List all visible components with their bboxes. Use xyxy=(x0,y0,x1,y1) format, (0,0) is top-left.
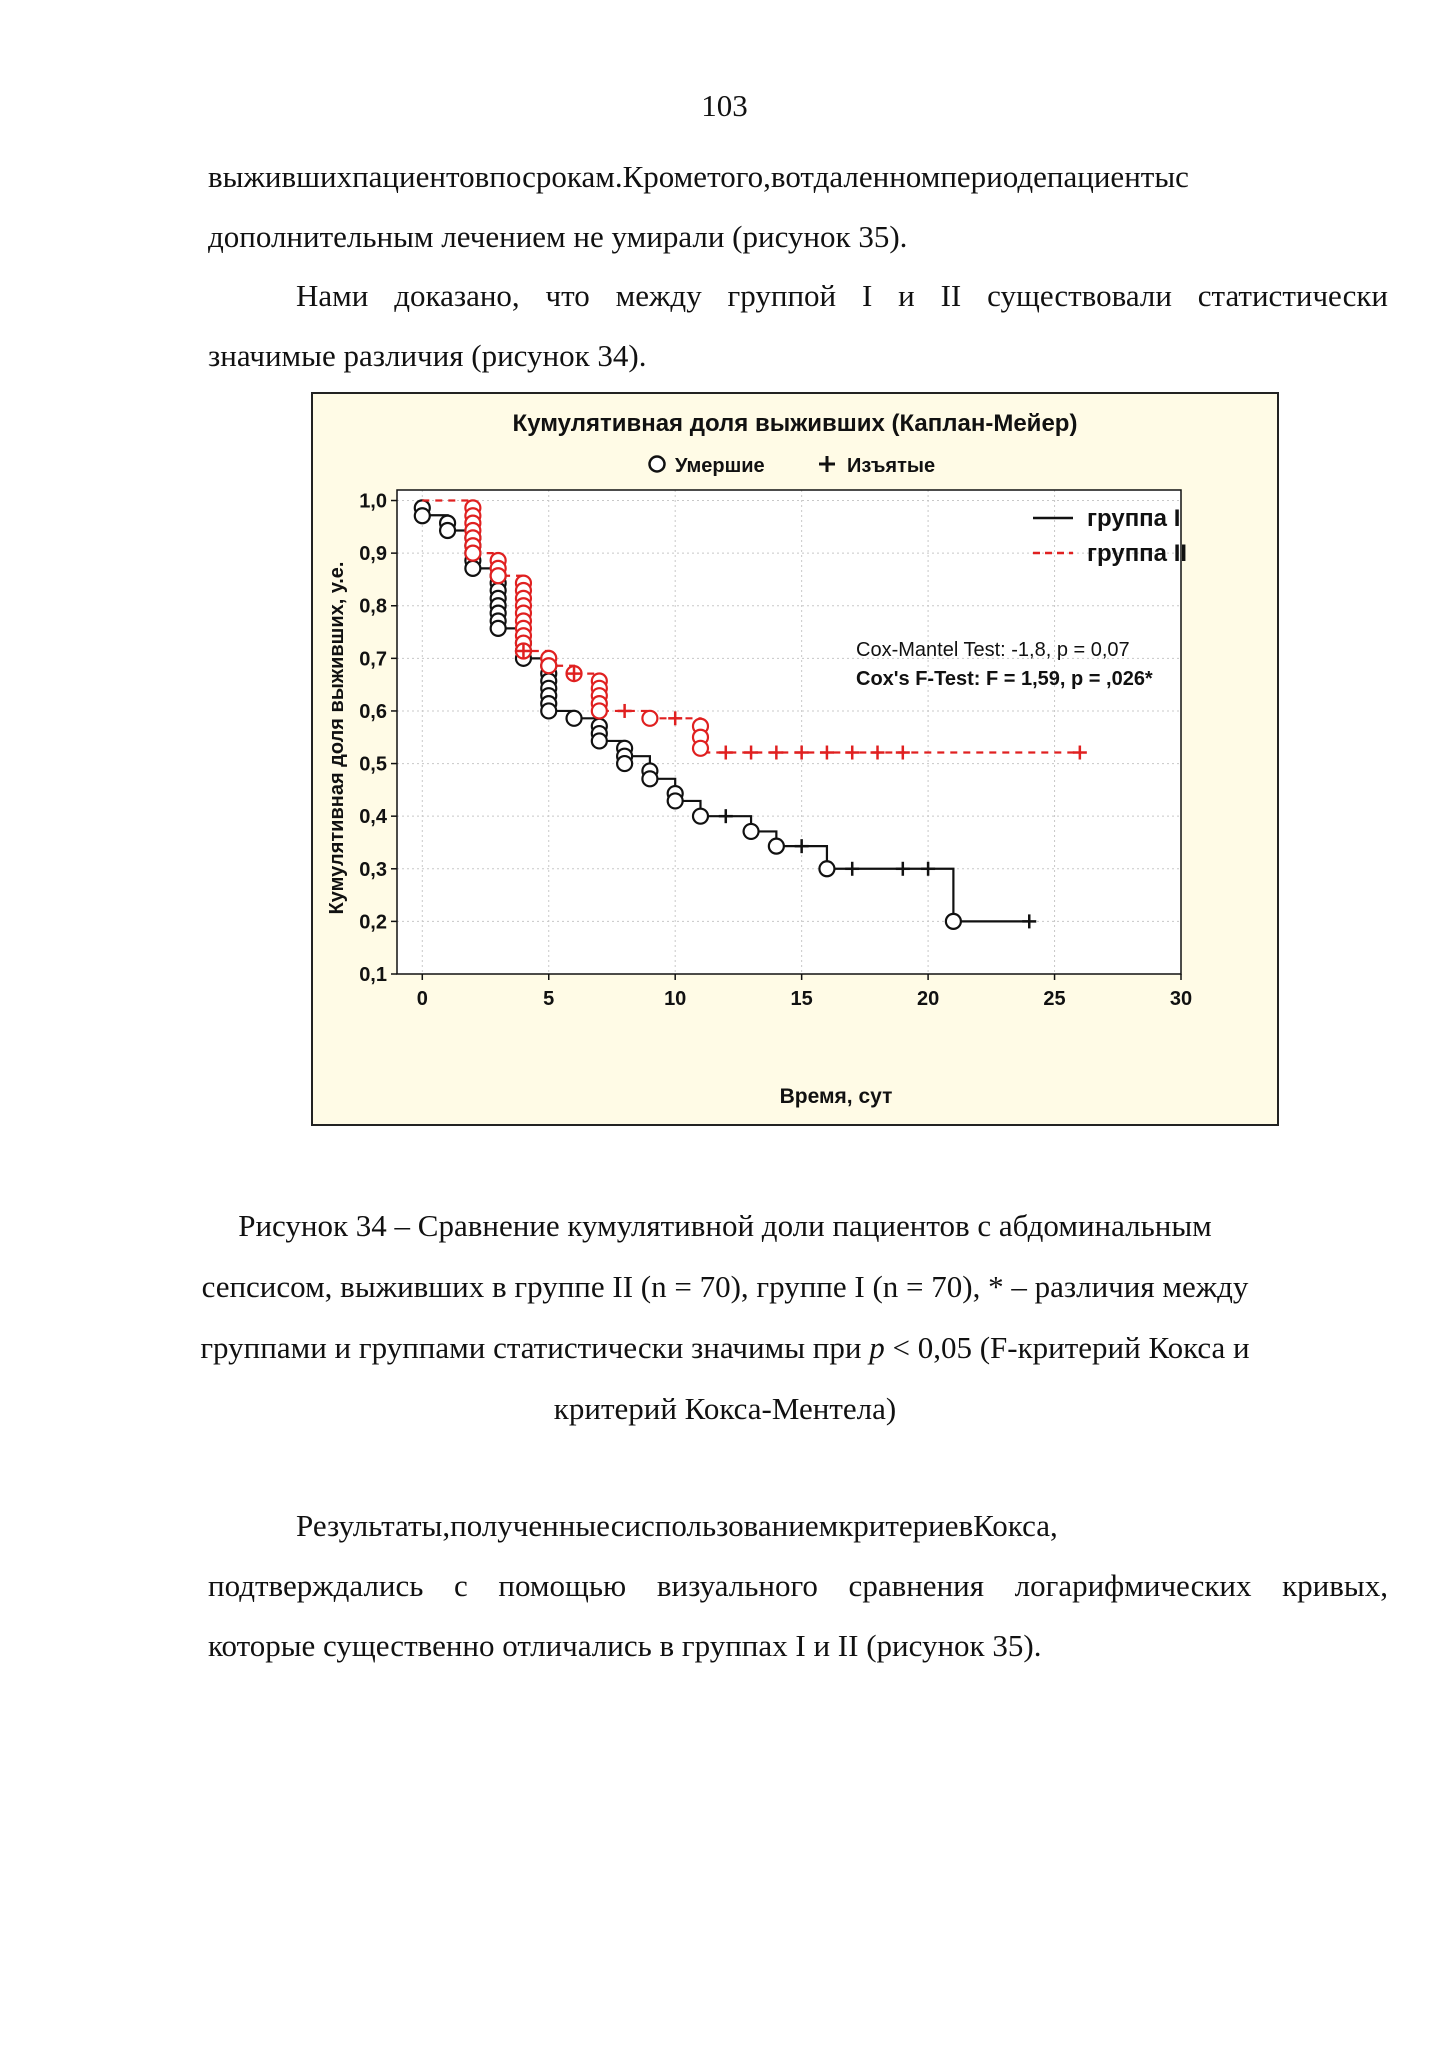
word: критериев xyxy=(838,1508,974,1543)
death-marker xyxy=(642,711,657,726)
death-marker xyxy=(769,839,784,854)
word: отдаленном xyxy=(785,159,941,194)
cox-mantel-annotation: Cox-Mantel Test: -1,8, p = 0,07 xyxy=(856,639,1130,661)
x-tick-label: 20 xyxy=(916,988,940,1010)
paragraph-2-line-2: значимые различия (рисунок 34). xyxy=(208,338,647,373)
x-tick-label: 10 xyxy=(664,988,687,1010)
death-marker xyxy=(491,621,506,636)
x-axis-label: Время, сут xyxy=(779,1085,893,1108)
x-tick-label: 0 xyxy=(416,988,428,1010)
word: Результаты, xyxy=(296,1508,451,1543)
word: Кроме xyxy=(622,159,708,194)
death-marker xyxy=(642,771,657,786)
word: срокам. xyxy=(522,159,623,194)
death-marker xyxy=(567,711,582,726)
kaplan-meier-chart xyxy=(313,394,1277,1124)
page-number: 103 xyxy=(701,88,748,123)
word: с xyxy=(610,1508,625,1543)
y-axis-label: Кумулятивная доля выживших, у.е. xyxy=(326,561,348,915)
word: выживших xyxy=(208,159,353,194)
chart-title: Кумулятивная доля выживших (Каплан-Мейер) xyxy=(512,410,1078,437)
death-marker xyxy=(541,703,556,718)
series-legend-label-group-1: группа I xyxy=(1087,505,1181,532)
word: того, xyxy=(707,159,771,194)
caption-line-1: Рисунок 34 – Сравнение кумулятивной доли пациентов с абдоминальным xyxy=(238,1208,1212,1243)
word: использованием xyxy=(624,1508,839,1543)
y-tick-label: 0,1 xyxy=(359,964,387,986)
death-marker xyxy=(465,561,480,576)
figure-34-caption xyxy=(200,1195,1250,1439)
death-marker xyxy=(592,733,607,748)
death-marker xyxy=(819,861,834,876)
y-tick-label: 1,0 xyxy=(359,490,387,513)
y-tick-label: 0,5 xyxy=(359,753,387,776)
censor-marker-legend-icon xyxy=(819,456,835,472)
plot-area xyxy=(359,490,1192,1010)
paragraph-3-line-3: которые существенно отличались в группах I и II (рисунок 35). xyxy=(208,1628,1042,1663)
censor-marker-legend-label: Изъятые xyxy=(847,455,936,477)
paragraph-2 xyxy=(208,266,1388,386)
caption-line-3-start: группами и группами статистически значимы при xyxy=(200,1330,870,1365)
plot-background xyxy=(397,490,1181,974)
death-marker xyxy=(440,523,455,538)
word: полученные xyxy=(450,1508,611,1543)
figure-34 xyxy=(311,392,1279,1126)
word: с xyxy=(1175,159,1189,194)
word: периоде xyxy=(940,159,1047,194)
death-marker xyxy=(465,546,480,561)
word: в xyxy=(770,159,786,194)
death-marker xyxy=(744,824,759,839)
caption-line-2: сепсисом, выживших в группе II (n = 70), группе I (n = 70), * – различия между xyxy=(201,1269,1249,1304)
death-marker xyxy=(415,508,430,523)
paragraph-1-line-1 xyxy=(208,147,1388,207)
caption-line-3-end: < 0,05 (F-критерий Кокса и xyxy=(884,1330,1250,1365)
paragraph-1 xyxy=(208,147,1388,267)
y-tick-label: 0,9 xyxy=(359,543,387,566)
word: Кокса, xyxy=(973,1508,1058,1543)
caption-line-3 xyxy=(200,1317,1250,1378)
series-legend-label-group-2: группа II xyxy=(1087,540,1188,567)
y-tick-label: 0,8 xyxy=(359,595,387,618)
marker-legend xyxy=(650,455,936,477)
y-tick-label: 0,4 xyxy=(359,806,387,829)
death-marker-legend-label: Умершие xyxy=(675,455,765,477)
death-marker xyxy=(541,658,556,673)
paragraph-3-line-1 xyxy=(208,1496,1388,1556)
word: пациентов xyxy=(352,159,490,194)
caption-p-symbol: p xyxy=(869,1330,885,1365)
word: по xyxy=(489,159,523,194)
death-marker xyxy=(668,793,683,808)
y-tick-label: 0,2 xyxy=(359,911,387,934)
death-marker xyxy=(946,914,961,929)
death-marker xyxy=(693,741,708,756)
paragraph-3-line-2: подтверждались с помощью визуального сравнения логарифмических кривых, xyxy=(208,1568,1388,1603)
caption-line-4: критерий Кокса-Ментела) xyxy=(553,1391,897,1426)
death-marker xyxy=(592,703,607,718)
x-tick-label: 15 xyxy=(790,988,813,1010)
x-tick-label: 25 xyxy=(1043,988,1066,1010)
cox-f-test-annotation: Cox's F-Test: F = 1,59, p = ,026* xyxy=(856,668,1153,690)
word: пациенты xyxy=(1046,159,1176,194)
paragraph-1-line-2: дополнительным лечением не умирали (рисунок 35). xyxy=(208,219,908,254)
paragraph-2-line-1: Нами доказано, что между группой I и II существовали статистически xyxy=(296,278,1388,313)
death-marker xyxy=(693,809,708,824)
paragraph-3 xyxy=(208,1496,1388,1676)
y-tick-label: 0,6 xyxy=(359,700,387,723)
x-tick-label: 5 xyxy=(543,988,555,1010)
x-tick-label: 30 xyxy=(1169,988,1193,1010)
death-marker xyxy=(491,568,506,583)
y-tick-label: 0,7 xyxy=(359,648,387,671)
y-tick-label: 0,3 xyxy=(359,858,387,881)
death-marker xyxy=(617,756,632,771)
death-marker-legend-icon xyxy=(650,457,665,472)
